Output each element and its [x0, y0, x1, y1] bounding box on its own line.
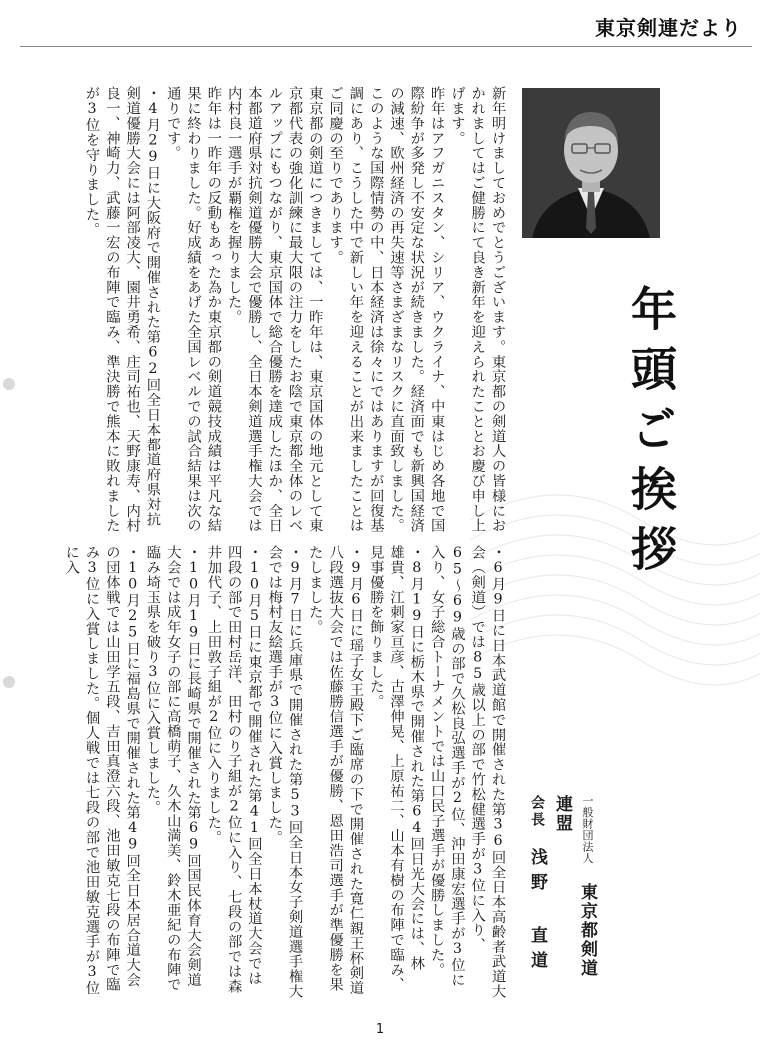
- newsletter-header-title: 東京剣連だより: [595, 16, 742, 40]
- portrait-illustration: [522, 88, 660, 238]
- page-number: 1: [375, 1022, 385, 1037]
- author-name: 浅野 直道: [527, 848, 547, 976]
- article-body-lower: ・6月9日に日本武道館で開催された第36回全日本高齢者武道大会（剣道）では85歳以上の部で竹松健選手が3位に入り、65〜69歳の部で久松良弘選手が2位、沖田康宏選手が3位に入り、女子総合トーナメントでは山口民子選手が優勝しました。 ・8月19日に栃木県で開催された第64回日光大会には、林 雄貴、江刺家亘彦、古澤伸晃、上原祐二、山本有樹の布陣で臨み、見事優勝を飾りました。 ・9月6日に瑶子女王殿下ご臨席の下で開催された寛仁親王杯剣道八段選抜大会では佐藤勝信選手が優勝、恩田浩司選手が準優勝を果たしました。 ・9月7日に兵庫県で開催された第53回全日本女子剣道選手権大会では梅村友絵選手が3位に入賞しました。 ・10月5日に東京都で開催された第41回全日本杖道大会では四段の部で田村岳洋、田村のり子組が2位に入り、七段の部では森井加代子、上田敦子組が2位に入りました。 ・10月19日に長崎県で開催された第69回国民体育大会剣道大会では成年女子の部に高橋萌子、久木山満美、鈴木亜紀の布陣で臨み埼玉県を破り3位に入賞しました。 ・10月25日に福島県で開催された第49回全日本居合道大会の団体戦では山田学五段、吉田真澄六段、池田敏克七段の布陣で臨み3位に入賞しました。個人戦では七段の部で池田敏克選手が3位に入: [63, 545, 506, 999]
- author-signature-block: [527, 795, 600, 990]
- author-position: 会長: [529, 795, 545, 829]
- punch-hole: [3, 676, 15, 688]
- org-prefix: 一般財団法人: [581, 795, 594, 864]
- author-portrait-photo: [522, 88, 660, 238]
- punch-hole: [3, 378, 15, 390]
- article-title: 年頭ご挨拶: [624, 285, 678, 585]
- article-body-upper: 新年明けましておめでとうございます。東京都の剣道人の皆様におかれましてはご健勝にて良き新年を迎えられたこととお慶び申し上げます。 昨年はアフガニスタン、シリア、ウクライナ、中東はじめ各地で国際紛争が多発し不安定な状況が続きました。経済面でも新興国経済の減速、欧州経済の再失速等さまざまなリスクに直面致しました。 このような国際情勢の中、日本経済は徐々にではありますが回復基調にあり、こうした中で新しい年を迎えることが出来ましたことはご同慶の至りであります。 東京都の剣道につきましては、一昨年は、東京国体の地元として東京都代表の強化訓練に最大限の注力をしたお陰で東京都全体のレベルアップにもつながり、東京国体で総合優勝を達成したほか、全日本都道府県対抗剣道優勝大会で優勝し、全日本剣道選手権大会では内村良一選手が覇権を握りました。 昨年は一昨年の反動もあった為か東京都の剣道競技成績は平凡な結果に終わりました。好成績をあげた全国レベルでの試合結果は次の通りです。 ・4月29日に大阪府で開催された第62回全日本都道府県対抗剣道優勝大会には阿部凌大、園井勇希、庄司祐也、天野康寿、内村良一、神崎力、武藤一宏の布陣で臨み、準決勝で熊本に敗れましたが3位を守りました。: [84, 86, 506, 533]
- header-divider: [20, 46, 752, 47]
- org-name: 東京都剣道連盟: [552, 795, 597, 978]
